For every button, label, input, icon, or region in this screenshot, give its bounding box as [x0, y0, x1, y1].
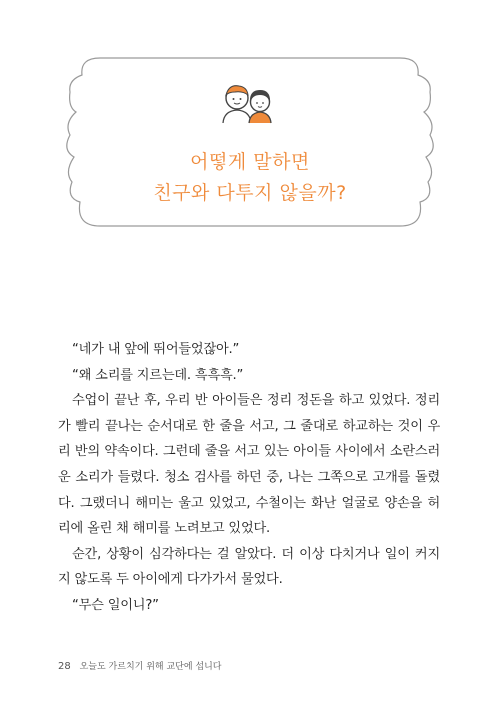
- page-footer: [58, 659, 221, 672]
- chapter-title-line-1: 어떻게 말하면: [190, 151, 310, 173]
- dialogue-line: “왜 소리를 지르는데. 흑흑흑.”: [72, 367, 244, 383]
- two-children-illustration: [217, 78, 277, 124]
- paragraph: 수업이 끝난 후, 우리 반 아이들은 정리 정돈을 하고 있었다. 정리가 빨리 끝나는 순서대로 한 줄을 서고, 그 줄대로 하교하는 것이 우리 반의 약속이다. 그런데 줄을 서고 있는 아이들 사이에서 소란스러운 소리가 들렸다. 청소 검사를 하던 중, 나는 그쪽으로 고개를 돌렸다. 그랬더니 해미는 울고 있었고, 수철이는 화난 얼굴로 양손을 허리에 올린 채 해미를 노려보고 있었다.: [58, 393, 440, 537]
- body-text: [58, 337, 440, 619]
- chapter-title-line-2: 친구와 다투지 않을까?: [153, 182, 347, 204]
- page-number: 28: [58, 661, 71, 672]
- chapter-cloud-frame: [0, 0, 500, 260]
- running-title: 오늘도 가르치기 위해 교단에 섭니다: [79, 662, 222, 672]
- dialogue-line: “네가 내 앞에 뛰어들었잖아.”: [72, 342, 240, 357]
- paragraph: 순간, 상황이 심각하다는 걸 알았다. 더 이상 다치거나 일이 커지지 않도록 두 아이에게 다가가서 물었다.: [58, 546, 440, 588]
- dialogue-line: “무슨 일이니?”: [72, 597, 159, 613]
